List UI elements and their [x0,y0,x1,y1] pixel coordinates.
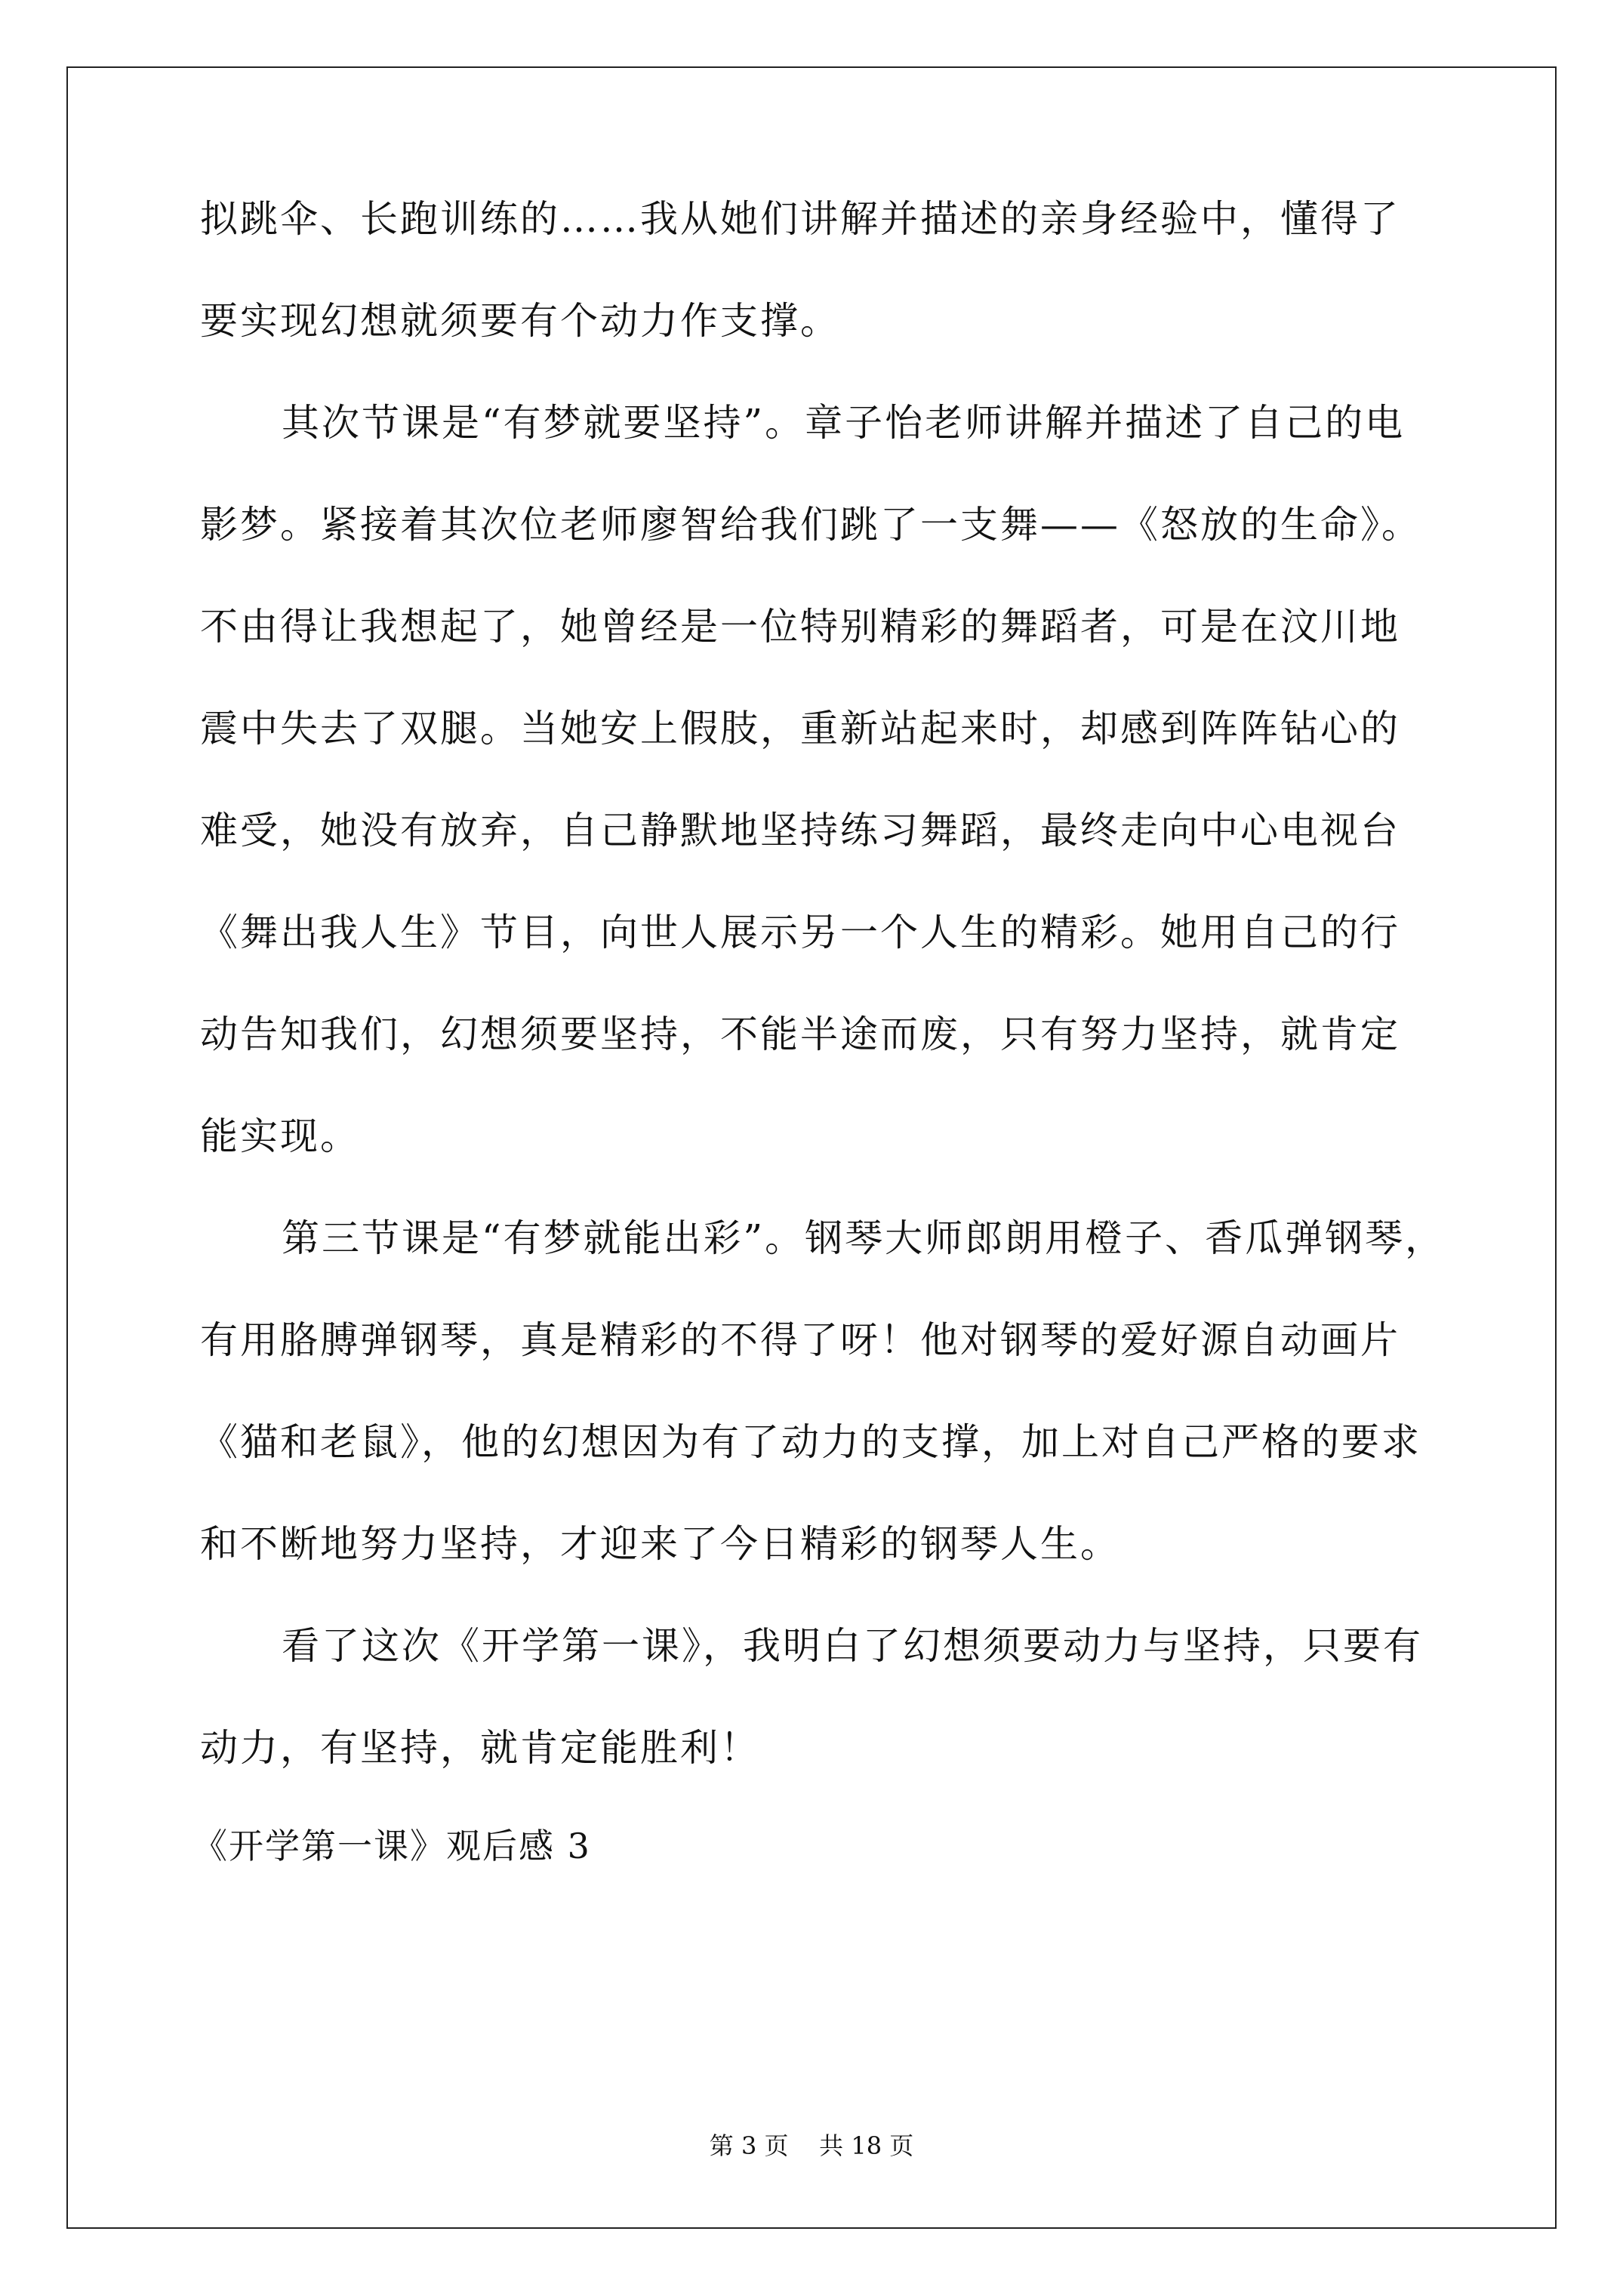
text-line: 《猫和老鼠》，他的幻想因为有了动力的支撑，加上对自己严格的要求 [200,1420,1421,1464]
text-line: 动告知我们，幻想须要坚持，不能半途而废，只有努力坚持，就肯定 [200,1012,1400,1056]
text-line: 影梦。紧接着其次位老师廖智给我们跳了一支舞——《怒放的生命》。 [200,503,1421,547]
paragraph-start: 看了这次《开学第一课》，我明白了幻想须要动力与坚持，只要有 [282,1624,1423,1668]
text-line: 拟跳伞、长跑训练的……我从她们讲解并描述的亲身经验中，懂得了 [200,197,1400,241]
paragraph-start: 第三节课是“有梦就能出彩”。钢琴大师郎朗用橙子、香瓜弹钢琴， [282,1216,1446,1260]
section-heading: 《开学第一课》观后感 3 [192,1826,591,1866]
paragraph-start: 其次节课是“有梦就要坚持”。章子怡老师讲解并描述了自己的电 [282,401,1406,445]
text-line: 震中失去了双腿。当她安上假肢，重新站起来时，却感到阵阵钻心的 [200,707,1400,750]
text-line: 要实现幻想就须要有个动力作支撑。 [200,299,840,343]
text-line: 难受，她没有放弃，自己静默地坚持练习舞蹈，最终走向中心电视台 [200,809,1400,852]
text-line: 《舞出我人生》节目，向世人展示另一个人生的精彩。她用自己的行 [200,911,1400,954]
text-line: 有用胳膊弹钢琴，真是精彩的不得了呀！他对钢琴的爱好源自动画片 [200,1318,1400,1362]
page-number: 第 3 页 共 18 页 [709,2131,914,2160]
text-line: 不由得让我想起了，她曾经是一位特别精彩的舞蹈者，可是在汶川地 [200,605,1400,649]
text-line: 动力，有坚持，就肯定能胜利！ [200,1726,760,1770]
text-line: 能实现。 [200,1114,360,1158]
text-line: 和不断地努力坚持，才迎来了今日精彩的钢琴人生。 [200,1522,1120,1566]
